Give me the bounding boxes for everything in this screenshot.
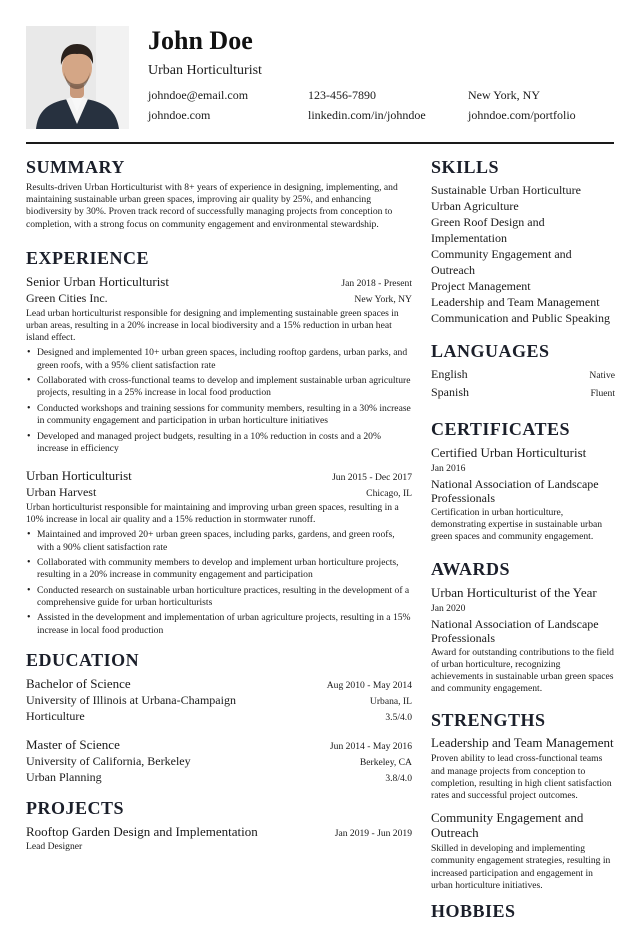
education-field: Urban Planning xyxy=(26,769,102,784)
job-company: Green Cities Inc. xyxy=(26,290,108,305)
summary-text: Results-driven Urban Horticulturist with 8+ years of experience in designing, implementing, and maintaining sustainable urban green spaces, improving air quality by 25%, and enhancing biodiversity by 30%. Proven track record of successfully managing projects from conception to completion, with a strong focus on community engagement and environmental stewardship. xyxy=(26,182,398,230)
strength-title: Leadership and Team Management xyxy=(431,735,614,751)
candidate-title: Urban Horticulturist xyxy=(148,63,262,78)
job-title: Urban Horticulturist xyxy=(26,467,132,483)
award-description: Award for outstanding contributions to the field of urban horticulture, recognizing achievements in sustainable urban green spaces and community engagement. xyxy=(431,646,614,695)
award-date: Jan 2020 xyxy=(431,602,466,614)
education-entry xyxy=(26,736,412,785)
certificate-entry xyxy=(431,444,615,544)
award-org: National Association of Landscape Professionals xyxy=(431,616,599,645)
skill-item: Communication and Public Speaking xyxy=(431,311,610,325)
job-bullet: • Collaborated with cross-functional teams to develop and implement sustainable urban agriculture projects, resulting in a 25% increase in local food production xyxy=(26,375,412,399)
awards-heading: AWARDS xyxy=(431,558,511,579)
experience-heading: EXPERIENCE xyxy=(26,247,150,268)
skills-list xyxy=(431,182,615,326)
job-bullets xyxy=(26,347,412,455)
skill-item: Project Management xyxy=(431,279,531,293)
job-bullet: • Collaborated with community members to develop and implement urban horticulture projects, resulting in a 20% increase in community engagement and participation xyxy=(26,557,412,581)
certificate-date: Jan 2016 xyxy=(431,463,466,474)
skill-item: Community Engagement and Outreach xyxy=(431,247,572,277)
project-role: Lead Designer xyxy=(26,840,83,852)
education-location: Berkeley, CA xyxy=(359,756,412,768)
job-date: Jan 2018 - Present xyxy=(341,277,412,289)
skill-item: Green Roof Design and Implementation xyxy=(431,215,545,245)
strength-entry xyxy=(431,810,615,892)
person-photo-icon xyxy=(26,26,129,129)
language-name: English xyxy=(431,367,468,381)
job-entry xyxy=(26,273,412,455)
language-level: Native xyxy=(589,370,615,381)
resume-header xyxy=(26,26,614,130)
languages-heading: LANGUAGES xyxy=(431,341,550,361)
languages-list xyxy=(431,366,615,402)
skill-item: Urban Agriculture xyxy=(431,199,519,213)
contact-phone[interactable]: 123-456-7890 xyxy=(308,88,376,102)
language-level: Fluent xyxy=(590,388,615,399)
contact-linkedin[interactable]: linkedin.com/in/johndoe xyxy=(308,108,426,122)
sidebar-column xyxy=(431,156,615,926)
projects-heading: PROJECTS xyxy=(26,797,125,818)
skill-item: Leadership and Team Management xyxy=(431,295,600,309)
candidate-name: John Doe xyxy=(148,26,253,55)
job-location: Chicago, IL xyxy=(366,487,412,499)
education-degree: Bachelor of Science xyxy=(26,675,131,691)
job-bullet: • Conducted research on sustainable urban horticulture practices, resulting in the development of a comprehensive guide for urban horticulturists xyxy=(26,585,412,609)
skills-heading: SKILLS xyxy=(431,157,500,177)
strength-title: Community Engagement and Outreach xyxy=(431,810,584,841)
job-location: New York, NY xyxy=(354,293,412,305)
certificate-description: Certification in urban horticulture, demonstrating expertise in sustainable urban green spaces and community engagement. xyxy=(431,507,603,543)
profile-photo xyxy=(26,26,129,129)
job-bullet: • Conducted workshops and training sessions for community members, resulting in a 30% increase in community engagement and participation in urban horticulture initiatives xyxy=(26,403,412,427)
job-description: Urban horticulturist responsible for maintaining and improving urban green spaces, resulting in a 10% increase in local air quality and a 15% reduction in stormwater runoff. xyxy=(26,501,399,526)
strengths-heading: STRENGTHS xyxy=(431,710,546,731)
project-entry xyxy=(26,823,412,854)
education-gpa: 3.8/4.0 xyxy=(385,772,412,784)
strength-entry xyxy=(431,735,615,802)
education-field: Horticulture xyxy=(26,708,85,723)
language-name: Spanish xyxy=(431,385,470,399)
job-description: Lead urban horticulturist responsible for designing and implementing sustainable green spaces in urban areas, resulting in a 20% increase in local biodiversity and a 15% reduction in urban heat island effect. xyxy=(26,307,399,344)
certificates-heading: CERTIFICATES xyxy=(431,419,571,439)
education-entry xyxy=(26,675,412,724)
strength-description: Proven ability to lead cross-functional teams and manage projects from conception to completion, resulting in high client satisfaction rates and successful project outcomes. xyxy=(431,753,612,802)
education-location: Urbana, IL xyxy=(369,695,412,707)
award-entry xyxy=(431,584,615,696)
contact-portfolio[interactable]: johndoe.com/portfolio xyxy=(468,108,576,122)
certificate-title: Certified Urban Horticulturist xyxy=(431,445,587,460)
summary-heading: SUMMARY xyxy=(26,157,125,177)
education-degree: Master of Science xyxy=(26,736,120,752)
certificate-org: National Association of Landscape Professionals xyxy=(431,477,599,505)
education-school: University of California, Berkeley xyxy=(26,753,191,768)
hobbies-heading: HOBBIES xyxy=(431,901,516,922)
job-title: Senior Urban Horticulturist xyxy=(26,273,169,289)
job-bullets xyxy=(26,529,412,637)
contact-website[interactable]: johndoe.com xyxy=(148,108,211,122)
project-date: Jan 2019 - Jun 2019 xyxy=(334,827,412,839)
contact-email[interactable]: johndoe@email.com xyxy=(148,88,249,102)
education-heading: EDUCATION xyxy=(26,649,140,670)
language-item xyxy=(431,384,615,402)
contact-info xyxy=(148,87,618,123)
skill-item: Sustainable Urban Horticulture xyxy=(431,183,581,197)
job-bullet: • Developed and managed project budgets, resulting in a 10% reduction in costs and a 20% increase in efficiency xyxy=(26,431,412,455)
education-date: Jun 2014 - May 2016 xyxy=(329,740,412,752)
job-date: Jun 2015 - Dec 2017 xyxy=(332,471,412,483)
education-gpa: 3.5/4.0 xyxy=(385,711,412,723)
contact-location: New York, NY xyxy=(468,88,541,102)
main-column xyxy=(26,156,412,854)
job-bullet: • Assisted in the development and implementation of urban agriculture projects, resulting in a 15% increase in local food production xyxy=(26,612,412,636)
job-bullet: • Designed and implemented 10+ urban green spaces, including rooftop gardens, urban parks, and green roofs, with a 95% client satisfaction rate xyxy=(26,347,412,371)
strength-description: Skilled in developing and implementing community engagement strategies, resulting in increased participation and engagement in urban horticulture initiatives. xyxy=(431,843,611,891)
education-date: Aug 2010 - May 2014 xyxy=(326,679,412,691)
job-bullet: • Maintained and improved 20+ urban green spaces, including parks, gardens, and green roofs, with a 90% client satisfaction rate xyxy=(26,529,412,553)
job-company: Urban Harvest xyxy=(26,484,97,499)
job-entry xyxy=(26,467,412,637)
award-title: Urban Horticulturist of the Year xyxy=(431,584,597,600)
education-school: University of Illinois at Urbana-Champaign xyxy=(26,692,236,707)
project-title: Rooftop Garden Design and Implementation xyxy=(26,823,258,839)
language-item xyxy=(431,366,615,384)
header-divider xyxy=(26,142,614,144)
